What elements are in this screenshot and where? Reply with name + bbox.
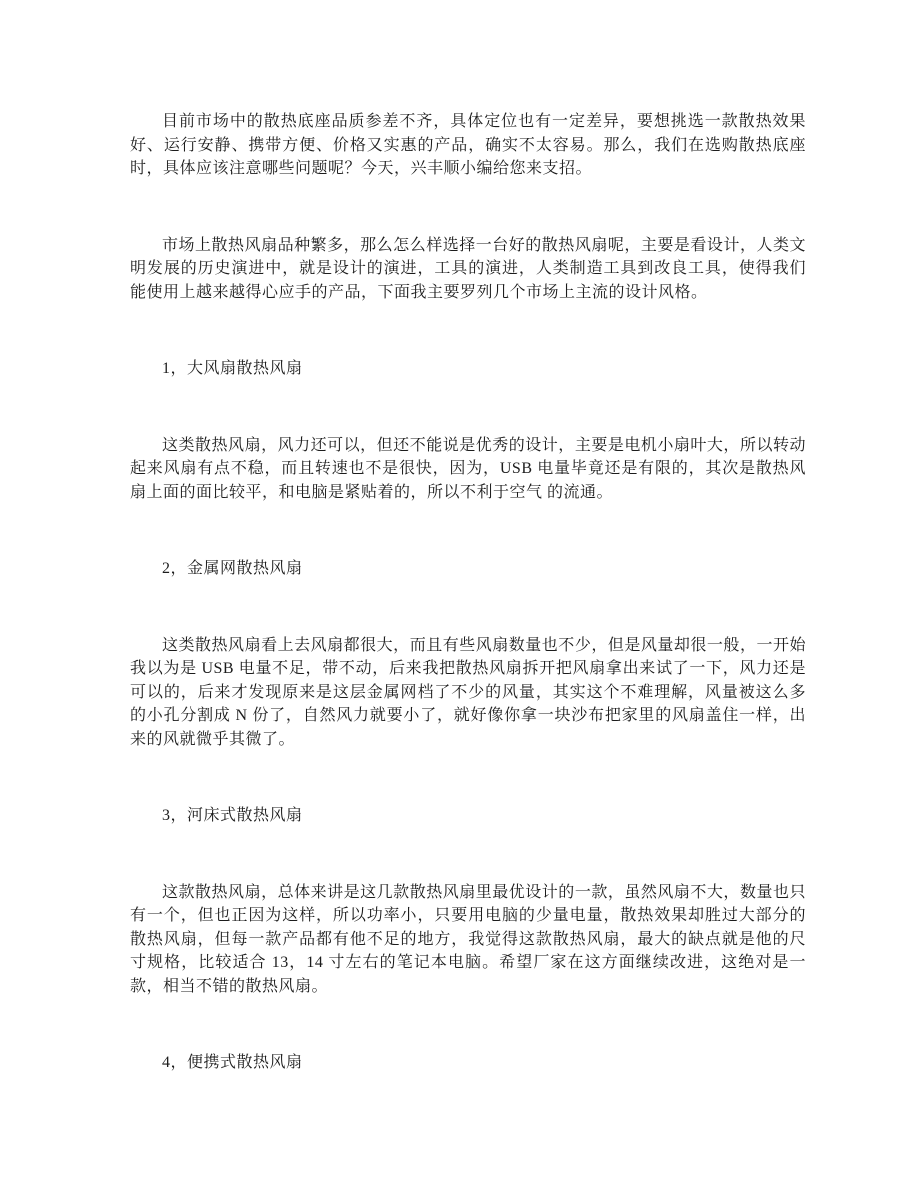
section-heading-3: 3，河床式散热风扇 [162, 807, 303, 824]
section-heading-4: 4，便携式散热风扇 [162, 1054, 303, 1071]
section-paragraph-1: 这类散热风扇，风力还可以，但还不能说是优秀的设计，主要是电机小扇叶大，所以转动起来风扇有点不稳，而且转速也不是很快，因为，USB 电量毕竟还是有限的，其次是散热风扇上面的面比较平，和电脑是紧贴着的，所以不利于空气 的流通。 [130, 436, 806, 501]
intro-paragraph-1: 目前市场中的散热底座品质参差不齐，具体定位也有一定差异，要想挑选一款散热效果好、运行安静、携带方便、价格又实惠的产品，确实不太容易。那么，我们在选购散热底座时，具体应该注意哪些问题呢？今天，兴丰顺小编给您来支招。 [130, 113, 806, 177]
intro-paragraph-2: 市场上散热风扇品种繁多，那么怎么样选择一台好的散热风扇呢，主要是看设计，人类文明发展的历史演进中，就是设计的演进，工具的演进，人类制造工具到改良工具，使得我们能使用上越来越得心应手的产品，下面我主要罗列几个市场上主流的设计风格。 [130, 236, 806, 301]
section-heading-1: 1，大风扇散热风扇 [162, 360, 303, 377]
section-paragraph-2: 这类散热风扇看上去风扇都很大，而且有些风扇数量也不少，但是风量却很一般，一开始我以为是 USB 电量不足，带不动，后来我把散热风扇拆开把风扇拿出来试了一下，风力还是可以的，后来才发现原来是这层金属网档了不少的风量，其实这个不难理解，风量被这么多的小孔分割成 N 份了，自然风力就要小了，就好像你拿一块沙布把家里的风扇盖住一样，出来的风就微乎其微了。 [130, 636, 806, 748]
section-heading-2: 2，金属网散热风扇 [162, 560, 303, 577]
section-paragraph-3: 这款散热风扇，总体来讲是这几款散热风扇里最优设计的一款，虽然风扇不大，数量也只有一个，但也正因为这样，所以功率小，只要用电脑的少量电量，散热效果却胜过大部分的散热风扇，但每一款产品都有他不足的地方，我觉得这款散热风扇，最大的缺点就是他的尺寸规格，比较适合 13，14 寸左右的笔记本电脑。希望厂家在这方面继续改进，这绝对是一款，相当不错的散热风扇。 [130, 883, 806, 995]
